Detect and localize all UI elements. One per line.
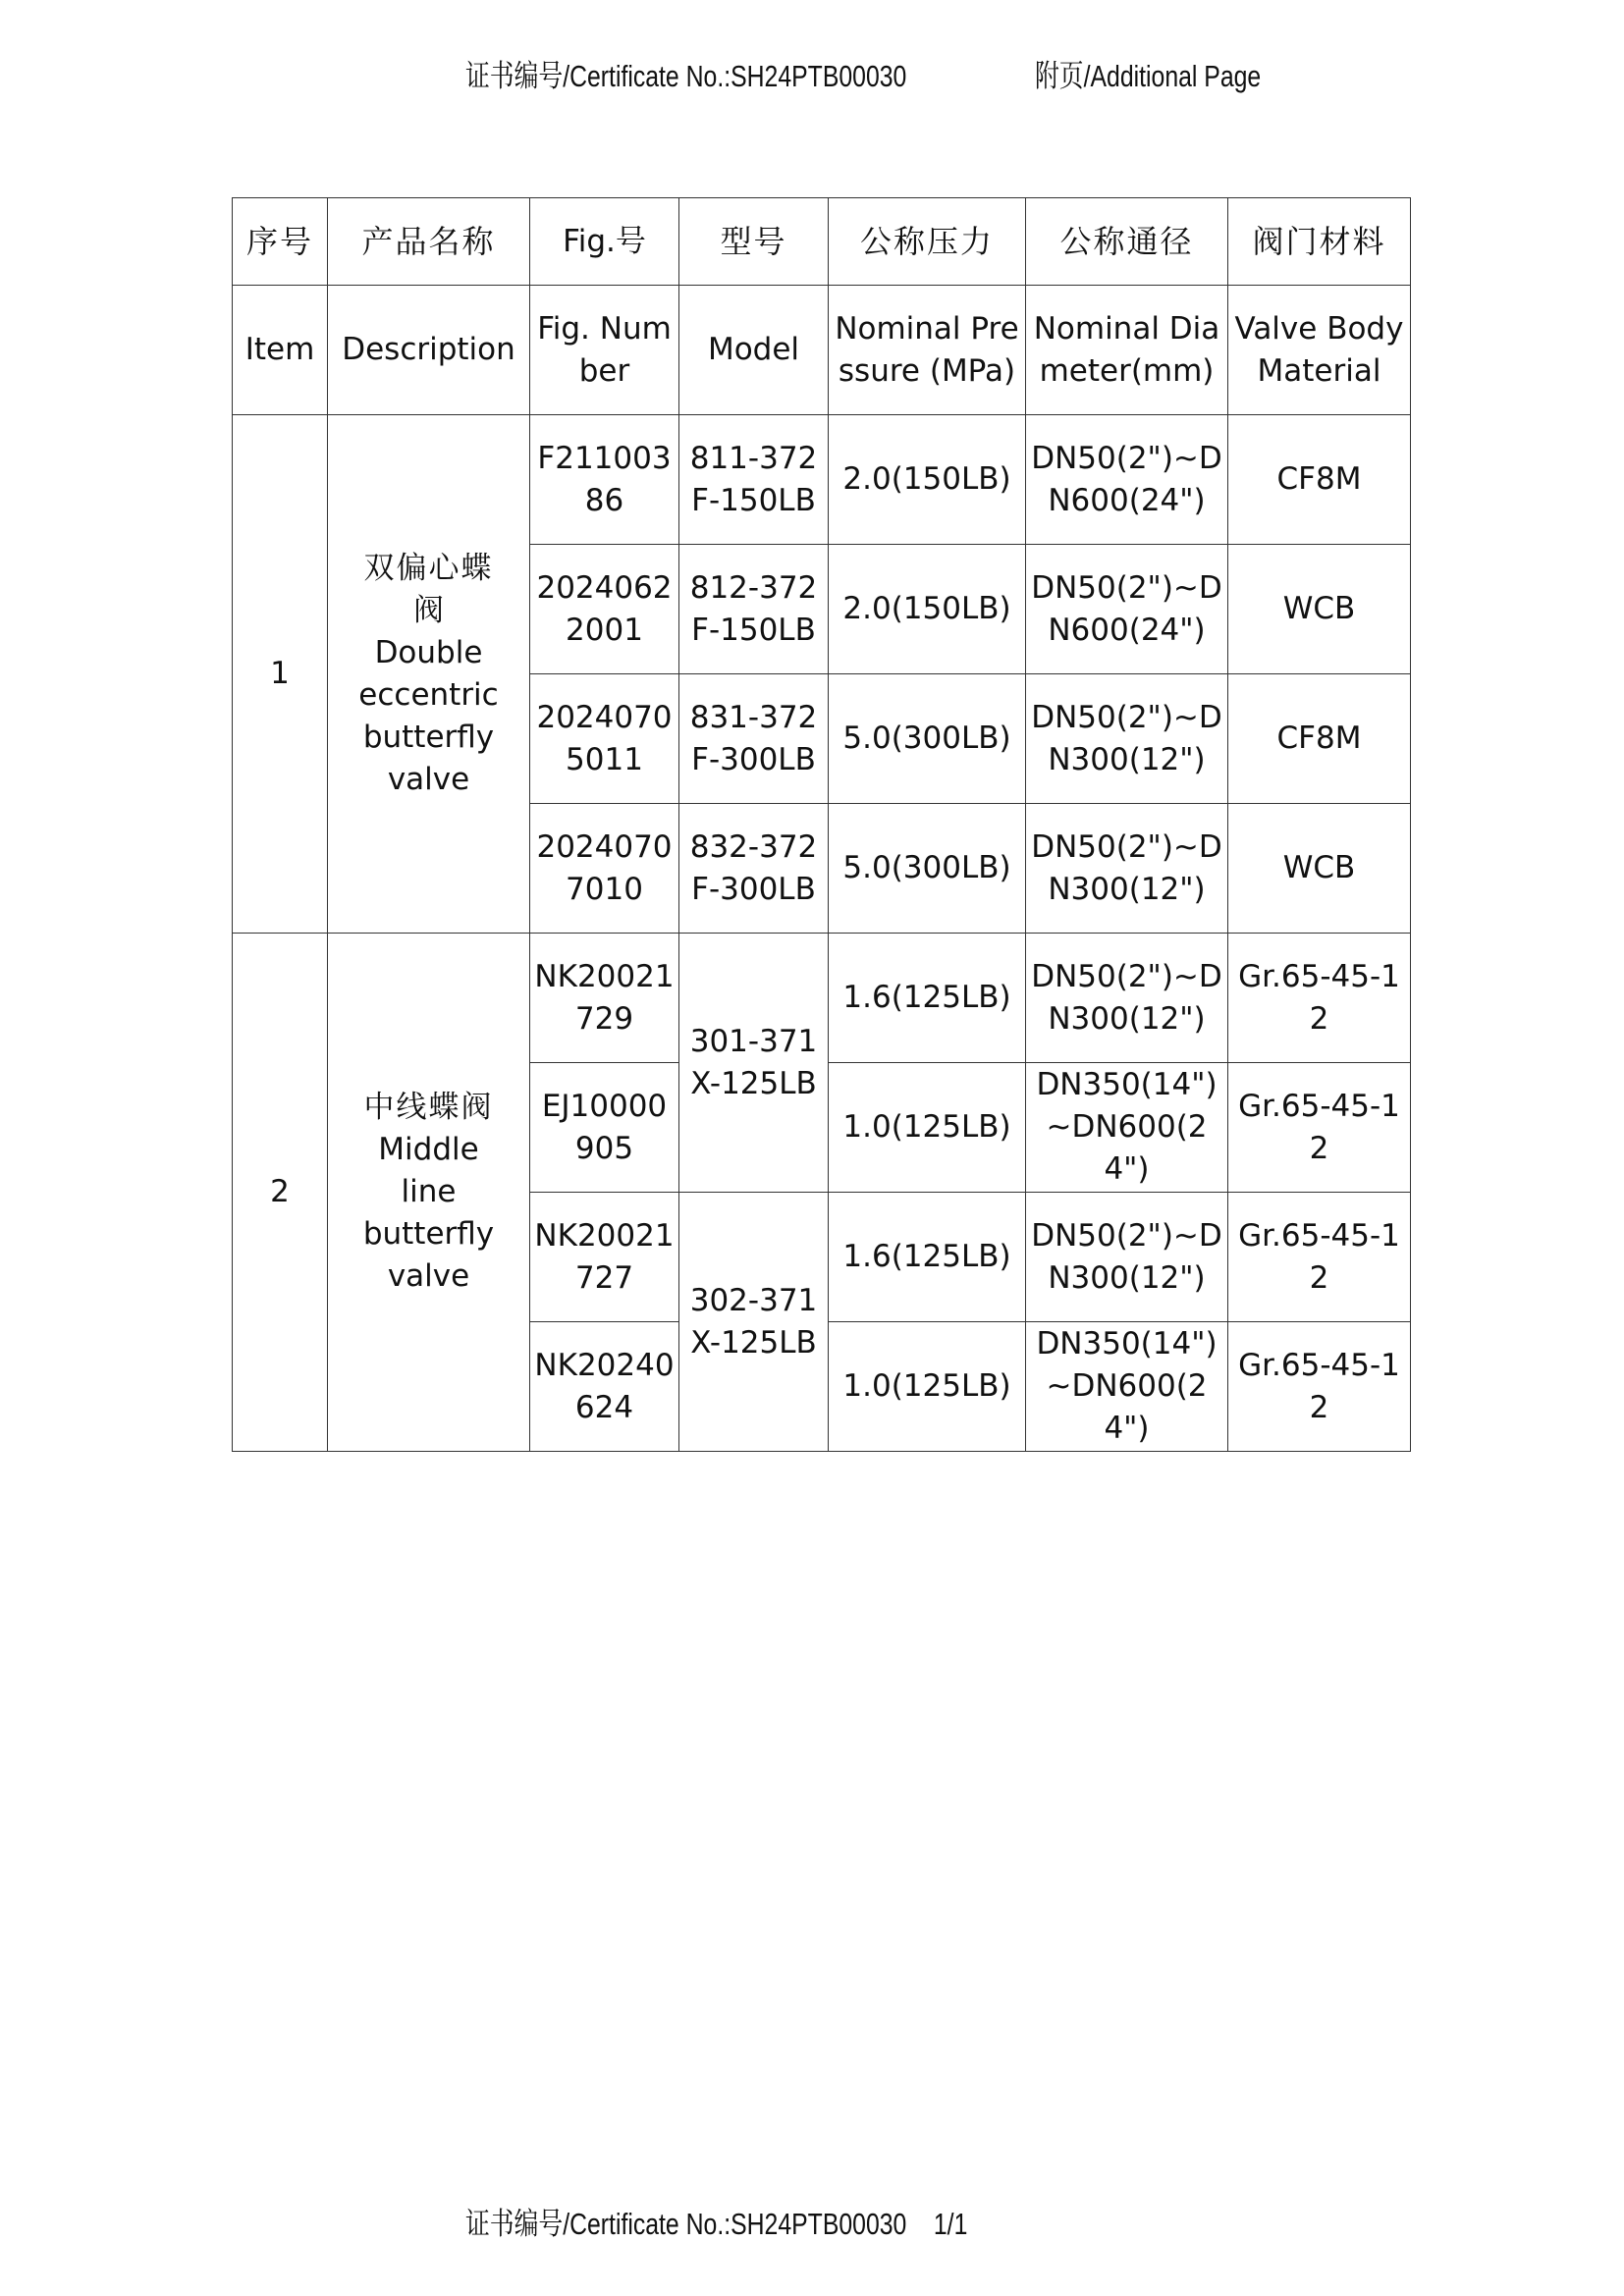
header-en-model: Model xyxy=(679,286,829,415)
fig-number: F21100386 xyxy=(530,415,679,545)
header-en-item: Item xyxy=(233,286,328,415)
header-cn-pressure: 公称压力 xyxy=(829,198,1026,286)
description-line: line xyxy=(401,1174,457,1209)
product-description xyxy=(328,415,530,934)
page-header xyxy=(0,51,1624,100)
certificate-table xyxy=(232,197,1411,1452)
header-cn-diameter: 公称通径 xyxy=(1026,198,1228,286)
description-line: valve xyxy=(387,761,470,797)
model: 301-371X-125LB xyxy=(679,934,829,1193)
table-row xyxy=(233,415,1411,545)
fig-number: EJ10000905 xyxy=(530,1063,679,1193)
fig-number: NK20240624 xyxy=(530,1322,679,1452)
description-line: butterfly xyxy=(362,1216,495,1252)
product-description xyxy=(328,934,530,1452)
model: 832-372F-300LB xyxy=(679,804,829,934)
nominal-diameter: DN50(2")~DN300(12") xyxy=(1026,674,1228,804)
header-en-fig: Fig. Number xyxy=(530,286,679,415)
header-row-english xyxy=(233,286,1411,415)
item-number: 2 xyxy=(233,934,328,1452)
nominal-pressure: 1.6(125LB) xyxy=(829,934,1026,1063)
nominal-diameter: DN350(14")~DN600(24") xyxy=(1026,1063,1228,1193)
nominal-pressure: 1.0(125LB) xyxy=(829,1063,1026,1193)
fig-number: NK20021729 xyxy=(530,934,679,1063)
nominal-pressure: 1.6(125LB) xyxy=(829,1193,1026,1322)
header-en-description: Description xyxy=(328,286,530,415)
description-line: Middle xyxy=(378,1132,479,1167)
description-line: 双偏心蝶 xyxy=(363,550,494,586)
description-line: 阀 xyxy=(413,592,444,628)
header-cn-item: 序号 xyxy=(233,198,328,286)
header-en-pressure: Nominal Pressure (MPa) xyxy=(829,286,1026,415)
description-line: valve xyxy=(387,1258,470,1294)
additional-page-label: 附页/Additional Page xyxy=(1035,59,1262,93)
fig-number: 20240622001 xyxy=(530,545,679,674)
item-number: 1 xyxy=(233,415,328,934)
header-en-material: Valve Body Material xyxy=(1228,286,1411,415)
valve-material: Gr.65-45-12 xyxy=(1228,1193,1411,1322)
nominal-diameter: DN50(2")~DN300(12") xyxy=(1026,934,1228,1063)
valve-material: WCB xyxy=(1228,804,1411,934)
nominal-diameter: DN50(2")~DN600(24") xyxy=(1026,545,1228,674)
nominal-diameter: DN50(2")~DN600(24") xyxy=(1026,415,1228,545)
nominal-pressure: 2.0(150LB) xyxy=(829,415,1026,545)
valve-material: Gr.65-45-12 xyxy=(1228,1063,1411,1193)
model: 302-371X-125LB xyxy=(679,1193,829,1452)
nominal-pressure: 1.0(125LB) xyxy=(829,1322,1026,1452)
description-line: Double xyxy=(374,634,483,670)
description-line: 中线蝶阀 xyxy=(363,1090,494,1125)
model: 811-372F-150LB xyxy=(679,415,829,545)
header-cn-fig: Fig.号 xyxy=(530,198,679,286)
valve-material: Gr.65-45-12 xyxy=(1228,1322,1411,1452)
fig-number: NK20021727 xyxy=(530,1193,679,1322)
valve-material: CF8M xyxy=(1228,674,1411,804)
nominal-pressure: 5.0(300LB) xyxy=(829,674,1026,804)
page-footer: 证书编号/Certificate No.:SH24PTB00030 1/1 xyxy=(465,2207,968,2241)
header-cn-material: 阀门材料 xyxy=(1228,198,1411,286)
certificate-number: 证书编号/Certificate No.:SH24PTB00030 xyxy=(465,59,907,93)
description-line: butterfly xyxy=(362,719,495,755)
valve-material: Gr.65-45-12 xyxy=(1228,934,1411,1063)
header-cn-description: 产品名称 xyxy=(328,198,530,286)
header-row-chinese xyxy=(233,198,1411,286)
nominal-diameter: DN50(2")~DN300(12") xyxy=(1026,804,1228,934)
fig-number: 20240707010 xyxy=(530,804,679,934)
table-row xyxy=(233,934,1411,1063)
model: 812-372F-150LB xyxy=(679,545,829,674)
header-en-diameter: Nominal Diameter(mm) xyxy=(1026,286,1228,415)
nominal-pressure: 5.0(300LB) xyxy=(829,804,1026,934)
valve-material: CF8M xyxy=(1228,415,1411,545)
description-line: eccentric xyxy=(358,676,499,713)
valve-material: WCB xyxy=(1228,545,1411,674)
model: 831-372F-300LB xyxy=(679,674,829,804)
fig-number: 20240705011 xyxy=(530,674,679,804)
nominal-diameter: DN50(2")~DN300(12") xyxy=(1026,1193,1228,1322)
nominal-diameter: DN350(14")~DN600(24") xyxy=(1026,1322,1228,1452)
nominal-pressure: 2.0(150LB) xyxy=(829,545,1026,674)
header-cn-model: 型号 xyxy=(679,198,829,286)
